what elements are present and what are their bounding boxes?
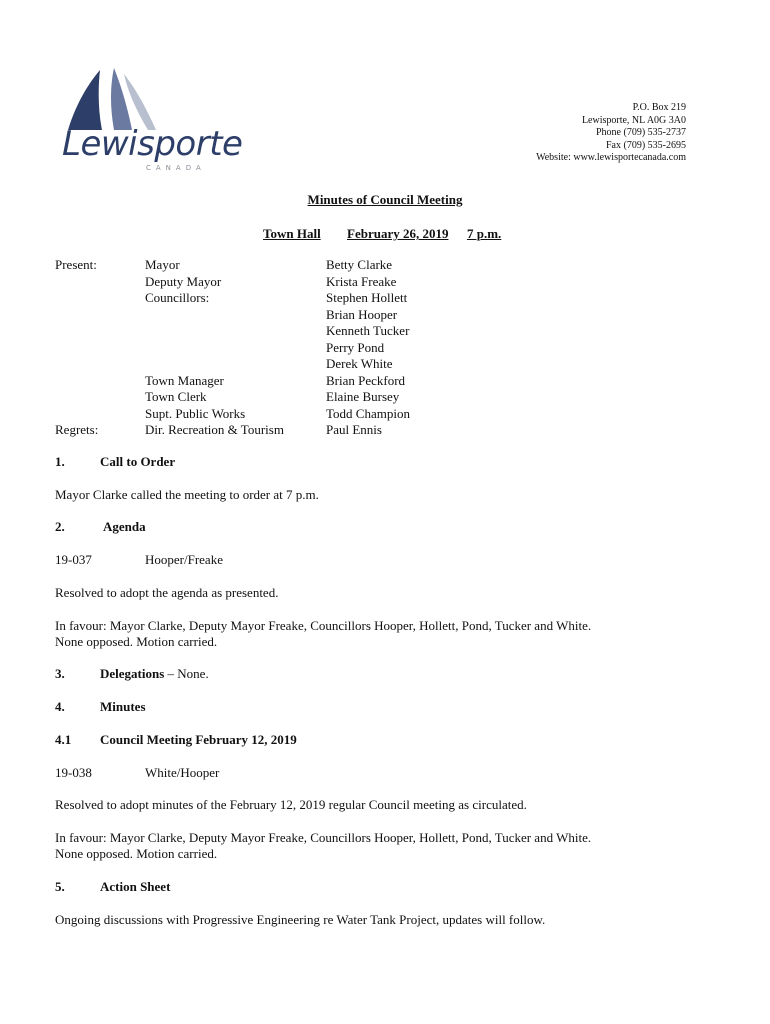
role-town-manager: Town Manager [145,372,224,388]
role-town-clerk: Town Clerk [145,389,207,404]
section-4-1-number: 4.1 [55,732,72,747]
section-3-line [100,666,209,683]
attendee-names [326,257,410,439]
page-title: Minutes of Council Meeting [307,192,463,207]
motion-1-in-favour: In favour: Mayor Clarke, Deputy Mayor Freake, Councillors Hooper, Hollett, Pond, Tucker and White. [55,618,592,633]
section-4-number: 4. [55,699,65,714]
address-block [536,102,686,165]
attendee-name: Todd Champion [326,405,410,421]
section-5-number: 5. [55,879,65,894]
section-3-heading: Delegations [100,666,165,681]
role-dir-recreation: Dir. Recreation & Tourism [145,422,284,437]
attendee-name: Krista Freake [326,273,397,289]
section-3-text: – None. [164,666,209,681]
motion-2-in-favour: In favour: Mayor Clarke, Deputy Mayor Freake, Councillors Hooper, Hollett, Pond, Tucker and White. [55,830,592,845]
section-3-number: 3. [55,666,65,681]
attendee-name: Brian Peckford [326,372,406,388]
section-2-number: 2. [55,519,65,534]
meeting-location: Town Hall [263,226,321,241]
present-label: Present: [55,257,97,272]
attendee-name: Paul Ennis [326,422,382,437]
motion-1-number: 19-037 [55,552,92,567]
section-4-heading: Minutes [100,699,146,714]
address-website: Website: www.lewisportecanada.com [536,152,686,163]
meeting-time: 7 p.m. [467,226,502,241]
regrets-label: Regrets: [55,422,99,437]
role-deputy-mayor: Deputy Mayor [145,273,222,289]
attendee-name: Stephen Hollett [326,290,408,305]
address-city: Lewisporte, NL A0G 3A0 [581,114,686,126]
meeting-date: February 26, 2019 [347,226,449,241]
motion-1-movers: Hooper/Freake [145,552,223,567]
logo-wordmark: Lewisporte [62,124,243,164]
section-2-heading: Agenda [103,519,146,534]
attendee-name: Brian Hooper [326,306,398,322]
lewisporte-logo [58,64,243,182]
section-1-text: Mayor Clarke called the meeting to order at 7 p.m. [55,487,319,502]
address-phone: Phone (709) 535-2737 [596,127,686,138]
attendee-roles [145,257,284,439]
motion-2-result: None opposed. Motion carried. [55,846,218,861]
motion-2-number: 19-038 [55,765,92,780]
role-supt-public-works: Supt. Public Works [145,405,246,421]
motion-2-resolution: Resolved to adopt minutes of the February 12, 2019 regular Council meeting as circulated. [55,797,527,812]
role-mayor: Mayor [145,257,180,272]
section-1-heading: Call to Order [100,454,176,469]
role-councillors: Councillors: [145,290,210,305]
motion-2-movers: White/Hooper [145,765,220,780]
address-po-box: P.O. Box 219 [632,102,686,113]
address-fax: Fax (709) 535-2695 [606,139,686,151]
attendee-name: Betty Clarke [326,257,393,272]
motion-1-resolution: Resolved to adopt the agenda as presented. [55,585,279,600]
section-1-number: 1. [55,454,65,469]
attendee-name: Kenneth Tucker [326,323,410,338]
attendee-name: Perry Pond [326,339,385,355]
attendee-name: Derek White [326,356,393,371]
attendee-name: Elaine Bursey [326,389,400,404]
logo-country: CANADA [146,164,206,172]
section-5-text: Ongoing discussions with Progressive Engineering re Water Tank Project, updates will follow. [55,912,546,927]
section-5-heading: Action Sheet [100,879,171,894]
motion-1-result: None opposed. Motion carried. [55,634,218,649]
section-4-1-heading: Council Meeting February 12, 2019 [100,732,297,747]
